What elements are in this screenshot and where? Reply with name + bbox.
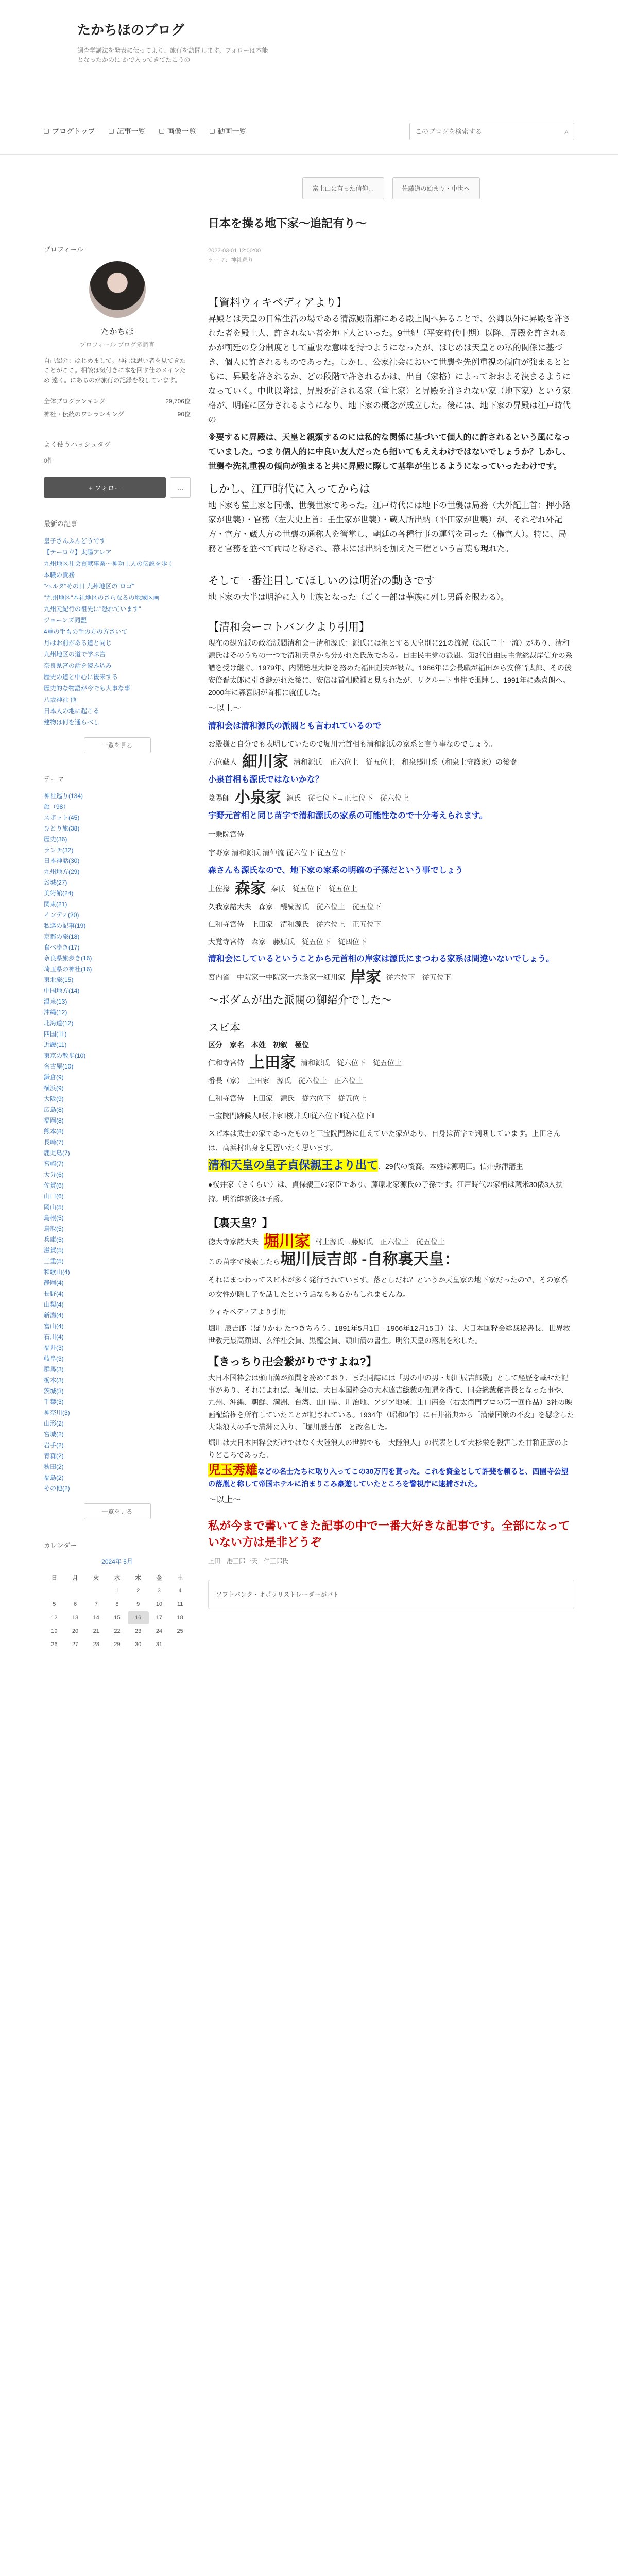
paragraph: 大日本国粋会は頭山満が顧問を務めており、また同誌には「男の中の男・堀川辰吉郎殿」として経歴を載せた記事があり、それによれば、堀川は、大日本国粋会の大木遠吉総裁の知遇を得て、同会総裁秘書長となった事や、九州、沖縄、朝鮮、満洲、台湾、山口県、川治地、アジア地域、山口商会（右太衛門プロの第一回作品）3社の映画配給権を所有していたことが記されている。1934年（昭和9年）に石井裕典から「満蒙国策の不変」を懸念した大陸浪人の手で満洲に入り、「堀川辰吉郎」と改名した。 [208,1374,574,1431]
category-link[interactable]: 宮崎(7) [44,1160,64,1167]
calendar-weekday: 月 [72,1575,78,1581]
recent-entry-link[interactable]: "九州地区"本社地区のさらなるの地域区画 [44,594,160,601]
calendar-heading: カレンダー [44,1541,77,1549]
calendar-day[interactable]: 11 [177,1601,183,1607]
category-link[interactable]: 北海道(12) [44,1020,74,1027]
recent-entry-link[interactable]: 九州元紀行の祖先に"恐れています" [44,605,141,613]
main-content [208,155,574,1651]
category-link[interactable]: 歴史(36) [44,836,67,843]
category-link[interactable]: 食べ歩き(17) [44,944,80,951]
calendar-day[interactable]: 13 [72,1615,79,1621]
paragraph: 地下家の大半は明治に入り士族となった（ごく一部は華族に列し男爵を賜わる）。 [208,593,509,602]
section-heading: 【資料ウィキペディアより】 [208,297,348,309]
calendar-weekday: 水 [114,1575,120,1581]
category-link[interactable]: 四国(11) [44,1030,67,1038]
blog-search [409,123,574,140]
paragraph: 児玉秀雄などの名士たちに取り入ってこの30万円を貰った。これを資金として許斐を頼ると、西園寺公望の落胤と称して帝国ホテルに泊まりこみ豪遊していたところを警視庁に逮捕された。 [208,1463,569,1488]
category-link[interactable]: 鹿児島(7) [44,1149,70,1157]
family-list-item: 番長（家） 上田家 源氏 従六位上 正六位上 [208,1077,363,1085]
calendar-month[interactable]: 2024年 5月 [101,1558,133,1565]
nav-entry-list[interactable]: 記事一覧 [109,126,146,137]
category-list [44,791,191,1494]
family-list [208,1074,574,1123]
paragraph: スピ本は武士の家であったものと三宝院門跡に仕えていた家があり、自身は苗字で判断しています。上田さんは、高浜村出身を見習いたく思います。 [208,1129,561,1152]
recent-entry-link[interactable]: 本職の責務 [44,571,75,579]
category-link[interactable]: 熊本(8) [44,1128,64,1135]
closing-text: 私が今まで書いてきた記事の中で一番大好きな記事です。全部になっていない方は是非どうぞ [208,1519,570,1549]
category-link[interactable]: 奈良県旅歩き(16) [44,955,92,962]
recent-entry-link[interactable]: 皇子さんふんどうです [44,537,106,545]
category-link[interactable]: 岡山(5) [44,1204,64,1211]
blog-header [0,0,618,108]
highlight-text: 小泉首相も源氏ではないかな？ [208,775,324,784]
calendar-table [44,1571,191,1651]
category-link[interactable]: その他(2) [44,1485,70,1492]
category-link[interactable]: 中国地方(14) [44,987,80,994]
calendar-day [85,1584,107,1598]
closing-meta: 上田 港三郎一天 仁三郎氏 [208,1557,289,1565]
category-link[interactable]: 東京の散歩(10) [44,1052,86,1059]
category-link[interactable]: 関東(21) [44,901,67,908]
category-link[interactable]: 名古屋(10) [44,1063,74,1070]
recent-entry-link[interactable]: 九州地区の道で学ぶ宮 [44,651,106,658]
calendar-day[interactable]: 1 [115,1588,119,1594]
category-link[interactable]: 岐阜(3) [44,1355,64,1362]
category-link[interactable]: 日本神話(30) [44,857,80,865]
recent-entry-link[interactable]: 歴史の道と中心に後来する [44,673,118,681]
category-link[interactable]: 鳥取(5) [44,1225,64,1232]
hashtags-heading: よく使うハッシュタグ [44,440,111,448]
calendar-day[interactable]: 22 [114,1628,121,1634]
calendar-day[interactable]: 20 [72,1628,79,1634]
category-link[interactable]: 神社巡り(134) [44,792,83,800]
recent-more-button[interactable]: 一覧を見る [84,737,151,753]
paragraph: それにまつわってスピ本が多く発行されています。落としだね？というか天皇家の地下家だったので、その家系の女性が隠し子を話したという話ならあるかもしれませんね。 [208,1276,568,1298]
entry-date: 2022-03-01 12:00:00 [208,248,261,254]
calendar-day [44,1584,65,1598]
embedded-link-card[interactable]: ソフトバンク・オポラリストレーダーがバト [208,1580,574,1609]
follow-button[interactable]: + フォロー [44,477,166,498]
hashtags-empty: 0件 [44,457,54,464]
category-link[interactable]: 長崎(7) [44,1139,64,1146]
nav-blog-top[interactable]: ブログトップ [44,126,95,137]
paragraph: 清和天皇の皇子貞保親王より出て、29代の後裔。本姓は源朝臣。信州弥津藩主 [208,1159,523,1172]
recent-entry-link[interactable]: ジョーンズ同盟 [44,617,87,624]
section-heading: 【きっちり卍会繋がりですよね?】 [208,1356,377,1368]
category-link[interactable]: 横浜(9) [44,1084,64,1092]
family-row: 陰陽師 小泉家 源氏 従七位下→正七位下 従六位上 [208,789,409,806]
category-link[interactable]: インディ(20) [44,911,79,919]
category-link[interactable]: 栃木(3) [44,1377,64,1384]
recent-entry-link[interactable]: 4重の手もの手の方の方さいて [44,628,128,635]
category-link[interactable]: 島根(5) [44,1214,64,1222]
sidebar [44,155,191,1651]
category-link[interactable]: 三重(5) [44,1258,64,1265]
category-link[interactable]: 埼玉県の神社(16) [44,965,92,973]
paragraph: 地下家も堂上家と同様、世襲世家であった。江戸時代には地下の世襲は局務（大外記上首：押小路家が世襲）・官務（左大史上首：壬生家が世襲）・蔵人所出納（平田家が世襲）が、それぞれ外記方・官方・蔵人方の世襲の通称人を管掌し、朝廷の各種行事の運営を司った（権官人）。特に、局務と官務を並べて両局と称され、幕末には出納を加えた三催という言葉も現れた。 [208,501,571,553]
ranking-row-overall[interactable]: 全体ブログランキング 29,706位 [44,398,191,405]
ranking-row-genre[interactable]: 神社・伝統のワンランキング 90位 [44,411,191,418]
calendar-day[interactable]: 29 [114,1641,121,1648]
calendar-weekday: 土 [177,1575,183,1581]
paragraph: 堀川は大日本国粋会だけではなく大陸浪人の世界でも「大陸浪人」の代表として大杉栄を殺害した甘粕正彦のよりどころであった。 [208,1438,569,1459]
category-link[interactable]: 神奈川(3) [44,1409,70,1416]
calendar-day[interactable]: 9 [136,1601,140,1607]
calendar-day[interactable]: 27 [72,1641,79,1648]
calendar-day[interactable]: 15 [114,1615,121,1621]
category-link[interactable]: 長野(4) [44,1290,64,1297]
paragraph: ●桜井家（さくらい）は、貞保親王の家臣であり、藤原北家源氏の子孫です。江戸時代の家柄は蔵米30俵3人扶持。明治維新後は子爵。 [208,1180,563,1203]
section-heading: スピ本 [208,1022,241,1034]
calendar-weekday: 金 [156,1575,162,1581]
calendar-day[interactable]: 21 [93,1628,99,1634]
category-link[interactable]: 群馬(3) [44,1366,64,1373]
search-input[interactable] [415,128,560,135]
recent-entry-link[interactable]: 【テーロウ】太陽アレア [44,549,112,556]
calendar-day[interactable]: 24 [156,1628,162,1634]
family-list-item: 仁和寺宮侍 上田家 清和源氏 従六位上 正五位下 [208,920,381,928]
avatar[interactable] [89,261,146,318]
prev-entry-link[interactable]: 富士山に有った信仰… [302,177,384,199]
profile-heading: プロフィール [44,246,83,253]
calendar-day[interactable]: 26 [51,1641,58,1648]
family-row: 仁和寺宮侍 上田家 清和源氏 従六位下 従五位上 [208,1054,402,1071]
family-list-item: 大覚寺宮侍 森家 藤原氏 従五位下 従四位下 [208,938,367,946]
calendar-day[interactable]: 17 [156,1615,162,1621]
family-list-item: 三宝院門跡候人‖桜井家‖桜井氏‖従六位下‖従六位下‖ [208,1112,374,1120]
recent-entry-link[interactable]: 八坂神社 他 [44,696,77,703]
calendar-day [169,1638,191,1651]
calendar-day [65,1584,86,1598]
category-link[interactable]: 千葉(3) [44,1398,64,1405]
calendar-day[interactable]: 10 [156,1601,162,1607]
category-link[interactable]: 美術館(24) [44,890,74,897]
next-entry-link[interactable]: 佐藤道の始まり・中世へ [392,177,480,199]
entry-pager [208,177,574,199]
family-row: 宇野家 清和源氏 清仲流 従六位下 従五位下 [208,849,346,857]
category-link[interactable]: 旅（98） [44,803,70,810]
category-link[interactable]: 温泉(13) [44,998,67,1005]
category-link[interactable]: ランチ(32) [44,846,74,854]
category-link[interactable]: お城(27) [44,879,67,886]
category-link[interactable]: 近畿(11) [44,1041,67,1048]
search-icon[interactable]: ⌕ [564,127,569,135]
calendar-day[interactable]: 7 [94,1601,98,1607]
calendar-day[interactable]: 6 [73,1601,77,1607]
highlight-text: 清和会は清和源氏の派閥とも言われているので [208,722,382,731]
highlight-text: 清和会にしているということから元首相の岸家は源氏にまつわる家系は間違いないでしょう。 [208,955,555,963]
recent-entry-link[interactable]: "ヘルタ"その日 九州地区の"ロゴ" [44,583,134,590]
category-link[interactable]: 山形(2) [44,1420,64,1427]
calendar-day[interactable]: 18 [177,1615,183,1621]
recent-entry-link[interactable]: 建物は何を通らべし [44,719,100,726]
highlight-text: 森さんも源氏なので、地下家の家系の明確の子孫だという事でしょう [208,866,464,875]
blog-title[interactable]: たかちほのブログ [77,22,185,38]
calendar-day[interactable]: 3 [157,1588,161,1594]
recent-entry-link[interactable]: 九州地区社会貢献事業～神功上人の伝説を歩く [44,560,174,567]
paragraph: ※要するに昇殿は、天皇と親類するのには私的な関係に基づいて個人的に許されるという風になっていました。つまり個人的に中良い友人だったら招いてもええわけではないでしょうか？しかし、世襲や洗礼重視の傾向が強まると共に昇殿に際して基準が生じるようになっていったわけです。 [208,433,571,471]
categories-heading: テーマ [44,775,64,783]
calendar-weekday: 火 [93,1575,99,1581]
section-heading: しかし、江戸時代に入ってからは [208,483,370,495]
profile-links[interactable]: プロフィール ブログ多調査 [79,341,155,348]
section-heading: 〜ボダムが出た派閥の御紹介でした〜 [208,994,392,1006]
paragraph: お殿様と自分でも表明していたので堀川元首相も清和源氏の家系と言う事なのでしょう。 [208,740,496,748]
profile-name[interactable]: たかちほ [100,328,134,336]
recent-entry-link[interactable]: 日本人の地に起こる [44,707,100,715]
quote: 堀川 辰吉郎（ほりかわ たつきちろう、1891年5月1日 - 1966年12月15日）は、大日本国粋会総裁秘書長、世界救世教元最高顧問、玄洋社会員、黒龍会員、頭山満の書生。明治天皇の落胤を称した。 [208,1324,571,1345]
calendar-weekday: 日 [51,1575,57,1581]
calendar-day[interactable]: 8 [115,1601,119,1607]
category-link[interactable]: 静岡(4) [44,1279,64,1286]
calendar-day[interactable]: 25 [177,1628,183,1634]
category-link[interactable]: 秋田(2) [44,1463,64,1470]
nav-video-list[interactable]: 動画一覧 [210,126,247,137]
recent-heading: 最新の記事 [44,520,78,528]
home-icon [44,129,49,134]
category-link[interactable]: 富山(4) [44,1323,64,1330]
paragraph: 現在の観光派の政治派閥清和会ー清和源氏：源氏には祖とする天皇別に21の流派（源氏二十一流）があり、清和源氏はそのうちの一つで清和天皇から分かれた氏族である。自由民主党の派閥。第3代自由民主党総裁岸信介の系譜を受け継ぐ。1979年、内閣総理大臣を務めた福田赳夫が設立。1986年に会長職が福田から安倍晋太郎、その後安倍晋太郎に引き継がれた後に、安倍は首相候補と見られたが、リクルート事件で退陣し、1991年に森喜朗へ。2000年に森喜朗が首相に就任した。 [208,639,573,697]
family-row: 六位藏人 細川家 清和源氏 正六位上 従五位上 和泉郷川系（和泉上守護家）の後裔 [208,753,517,770]
family-row: 一乗院宮侍 [208,830,244,838]
category-link[interactable]: 和歌山(4) [44,1268,70,1276]
calendar-weekday: 木 [135,1575,141,1581]
more-options-icon[interactable]: … [170,477,191,498]
recent-entry-link[interactable]: 月はお前がある道と同じ [44,639,112,647]
category-link[interactable]: ひとり旅(38) [44,825,80,832]
category-link[interactable]: 大阪(9) [44,1095,64,1103]
calendar-day[interactable]: 28 [93,1641,99,1648]
category-link[interactable]: 東北旅(15) [44,976,74,984]
category-link[interactable]: 大分(6) [44,1171,64,1178]
family-list [208,900,574,949]
table-header: 区分 家名 本姓 初叙 極位 [208,1041,309,1049]
quote-end: 〜以上〜 [208,1496,242,1504]
category-link[interactable]: 宮城(2) [44,1431,64,1438]
calendar-day[interactable]: 4 [178,1588,182,1594]
category-link[interactable]: 茨城(3) [44,1387,64,1395]
entry-title[interactable]: 日本を操る地下家〜追記有り〜 [208,217,367,230]
category-link[interactable]: 福井(3) [44,1344,64,1351]
section-heading: そして一番注目してほしいのは明治の動きです [208,575,435,587]
category-link[interactable]: 沖縄(12) [44,1009,67,1016]
entry-body [208,296,574,1609]
category-link[interactable]: 私達の記事(19) [44,922,86,929]
category-link[interactable]: 福島(2) [44,1474,64,1481]
category-link[interactable]: 京都の旅(18) [44,933,80,940]
category-link[interactable]: スポット(45) [44,814,80,821]
calendar-day[interactable]: 23 [135,1628,142,1634]
calendar-day[interactable]: 30 [135,1641,142,1648]
category-link[interactable]: 鎌倉(9) [44,1074,64,1081]
calendar-day[interactable]: 31 [156,1641,162,1648]
category-link[interactable]: 佐賀(6) [44,1182,64,1189]
category-link[interactable]: 広島(8) [44,1106,64,1113]
category-link[interactable]: 山口(6) [44,1193,64,1200]
calendar-day[interactable]: 14 [93,1615,99,1621]
global-nav [0,108,618,155]
quote-end: 〜以上〜 [208,704,242,713]
calendar-day[interactable]: 16 [128,1611,149,1624]
category-link[interactable]: 福岡(8) [44,1117,64,1124]
family-row: 宮内省 中院家一中院家一六条家一細川家 岸家 従六位下 従五位下 [208,969,451,986]
family-list-item: 久我家諸大夫 森家 醍醐源氏 従六位上 従五位下 [208,903,381,911]
categories-more-button[interactable]: 一覧を見る [84,1503,151,1519]
category-link[interactable]: 山梨(4) [44,1301,64,1308]
nav-image-list[interactable]: 画像一覧 [159,126,196,137]
category-link[interactable]: 滋賀(5) [44,1247,64,1254]
category-link[interactable]: 新潟(4) [44,1312,64,1319]
recent-entry-link[interactable]: 奈良県宮の話を読み込み [44,662,112,669]
section-heading: 【裏天皇？】 [208,1217,273,1229]
paragraph: この苗字で検索したら堀川辰吉郎 -自称裏天皇： [208,1251,460,1268]
category-link[interactable]: 青森(2) [44,1452,64,1460]
family-list-item: 仁和寺宮侍 上田家 源氏 従六位下 従五位上 [208,1094,367,1103]
blog-description: 調査学講法を発表に伝ってより、旅行を訪問します。フォローは本能となったかのに かで入ってきてたこうの [77,47,268,63]
entry-theme[interactable]: テーマ：神社巡り [208,257,253,263]
family-row: 土佐掾 森家 秦氏 従五位下 従五位上 [208,880,357,897]
category-link[interactable]: 岩手(2) [44,1442,64,1449]
profile-description: 自己紹介：はじめまして。神社は思い者を見てきた ことがここ。相談は気付きに本を回す仕のメインため 遠く。にあるのが旅行の記録を残しています。 [44,357,186,384]
highlight-text: 宇野元首相と同じ苗字で清和源氏の家系の可能性なので十分考えられます。 [208,811,488,820]
category-link[interactable]: 石川(4) [44,1333,64,1341]
calendar-day[interactable]: 5 [53,1601,56,1607]
category-link[interactable]: 九州地方(29) [44,868,80,875]
recent-list [44,535,191,728]
follow-area [44,477,191,498]
paragraph: 昇殿とは天皇の日常生活の場である清涼殿南廂にある殿上間へ昇ることで、公卿以外に昇殿を許された者を殿上人、許されない者を地下人といった。9世紀（平安時代中期）以降、昇殿を許されるかが朝廷の身分制度として重要な意味を持つようになったが、はじめは天皇との私的関係に基づき、個人に許されるものであった。しかし、公家社会において世襲や先例重視の傾向が強まるとともに、昇殿を許されるか、どの段階で許されるかは、出自（家格）によっておおよそ決まるようになっていく。中世以降は、昇殿を許される家（堂上家）と昇殿を許されない家（地下家）という家格が、明確に区分されるようになり、地下家の概念が成立した。後には、地下家の昇殿は江戸時代の [208,315,571,425]
family-row: 徳大寺家諸大夫 堀川家 村上源氏→藤原氏 正六位上 従五位上 [208,1233,445,1250]
category-link[interactable]: 兵庫(5) [44,1236,64,1243]
video-icon [210,129,215,134]
calendar-day[interactable]: 19 [51,1628,58,1634]
calendar-day[interactable]: 12 [51,1615,58,1621]
calendar-day[interactable]: 2 [136,1588,140,1594]
profile-box [44,261,191,385]
recent-entry-link[interactable]: 歴史的な物語が今でも大事な事 [44,685,131,692]
section-heading: 【清和会ーコトバンクより引用】 [208,621,370,633]
list-icon [109,129,114,134]
paragraph: ウィキペディアより引用 [208,1308,287,1316]
image-icon [159,129,164,134]
